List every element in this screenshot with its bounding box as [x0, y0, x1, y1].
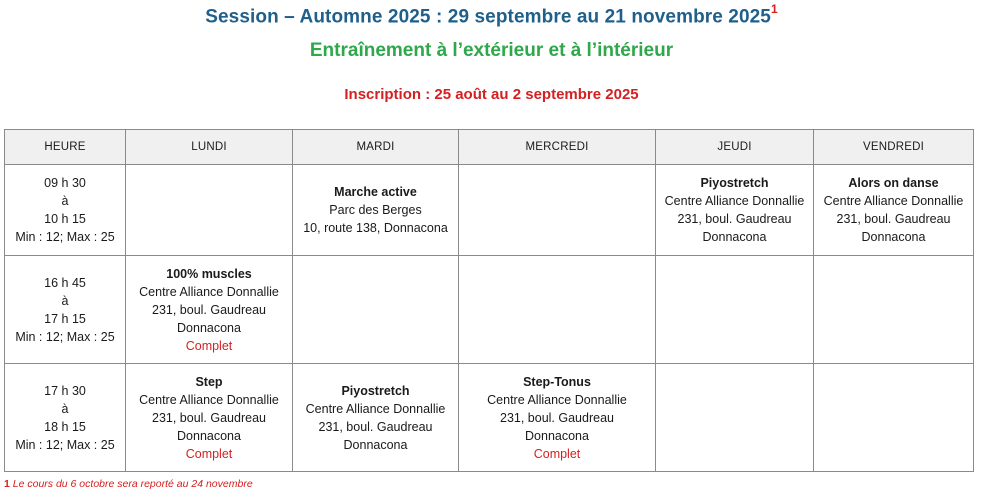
- course-name: Step: [195, 374, 223, 389]
- page-title: [0, 4, 983, 28]
- course-cell: [459, 364, 656, 472]
- capacity: Min : 12; Max : 25: [15, 329, 115, 344]
- col-header-vendredi: VENDREDI: [814, 130, 974, 165]
- course-address: 231, boul. Gaudreau: [500, 410, 614, 425]
- time-separator: à: [61, 401, 69, 416]
- time-end: 17 h 15: [44, 311, 86, 326]
- time-cell: [5, 165, 126, 256]
- course-cell: [293, 364, 459, 472]
- course-city: Donnacona: [525, 428, 589, 443]
- time-separator: à: [61, 293, 69, 308]
- empty-cell: [126, 165, 293, 256]
- course-location: Centre Alliance Donnallie: [487, 392, 627, 407]
- footnote-mark: 1: [4, 478, 10, 490]
- course-address: 10, route 138, Donnacona: [303, 221, 448, 235]
- empty-cell: [814, 364, 974, 472]
- schedule-table: [4, 129, 974, 472]
- time-end: 18 h 15: [44, 419, 86, 434]
- status-complet: Complet: [533, 446, 581, 461]
- course-address: 231, boul. Gaudreau: [677, 212, 792, 226]
- footnote: [4, 478, 253, 490]
- time-cell: [5, 364, 126, 472]
- time-start: 16 h 45: [44, 275, 86, 290]
- table-header-row: [5, 130, 974, 165]
- course-address: 231, boul. Gaudreau: [152, 410, 266, 425]
- capacity: Min : 12; Max : 25: [15, 437, 115, 452]
- empty-cell: [293, 256, 459, 364]
- status-complet: Complet: [185, 446, 233, 461]
- course-address: 231, boul. Gaudreau: [152, 302, 266, 317]
- course-cell: [293, 165, 459, 256]
- course-city: Donnacona: [177, 428, 241, 443]
- col-header-jeudi: JEUDI: [656, 130, 814, 165]
- empty-cell: [814, 256, 974, 364]
- footnote-text: Le cours du 6 octobre sera reporté au 24 novembre: [12, 478, 253, 490]
- empty-cell: [459, 165, 656, 256]
- status-complet: Complet: [185, 338, 233, 353]
- page-title-text: Session – Automne 2025 : 29 septembre au 21 novembre 2025: [205, 6, 771, 28]
- course-location: Centre Alliance Donnallie: [305, 401, 446, 416]
- course-cell: [656, 165, 814, 256]
- course-cell: [126, 364, 293, 472]
- course-city: Donnacona: [861, 230, 926, 244]
- course-city: Donnacona: [343, 437, 408, 452]
- time-start: 09 h 30: [44, 176, 86, 190]
- table-row: [5, 256, 974, 364]
- course-name: Piyostretch: [700, 176, 769, 190]
- time-cell: [5, 256, 126, 364]
- course-name: Marche active: [334, 185, 417, 199]
- col-header-lundi: LUNDI: [126, 130, 293, 165]
- course-name: Step-Tonus: [523, 374, 591, 389]
- table-row: [5, 364, 974, 472]
- course-location: Centre Alliance Donnallie: [139, 392, 279, 407]
- course-location: Centre Alliance Donnallie: [823, 194, 964, 208]
- course-name: 100% muscles: [166, 266, 252, 281]
- course-address: 231, boul. Gaudreau: [318, 419, 433, 434]
- col-header-mardi: MARDI: [293, 130, 459, 165]
- title-footnote-mark: 1: [770, 2, 778, 16]
- empty-cell: [656, 256, 814, 364]
- course-cell: [126, 256, 293, 364]
- col-header-heure: HEURE: [5, 130, 126, 165]
- course-cell: [814, 165, 974, 256]
- course-address: 231, boul. Gaudreau: [836, 212, 951, 226]
- course-location: Centre Alliance Donnallie: [139, 284, 279, 299]
- time-end: 10 h 15: [44, 212, 86, 226]
- course-city: Donnacona: [702, 230, 767, 244]
- col-header-mercredi: MERCREDI: [459, 130, 656, 165]
- table-row: [5, 165, 974, 256]
- course-location: Centre Alliance Donnallie: [664, 194, 805, 208]
- empty-cell: [459, 256, 656, 364]
- time-start: 17 h 30: [44, 383, 86, 398]
- course-city: Donnacona: [177, 320, 241, 335]
- capacity: Min : 12; Max : 25: [15, 230, 115, 244]
- page-subtitle: Entraînement à l’extérieur et à l’intérieur: [309, 40, 674, 61]
- course-location: Parc des Berges: [329, 203, 422, 217]
- inscription-dates: Inscription : 25 août au 2 septembre 2025: [344, 86, 639, 103]
- course-name: Piyostretch: [341, 383, 410, 398]
- course-name: Alors on danse: [848, 176, 939, 190]
- empty-cell: [656, 364, 814, 472]
- time-separator: à: [61, 194, 69, 208]
